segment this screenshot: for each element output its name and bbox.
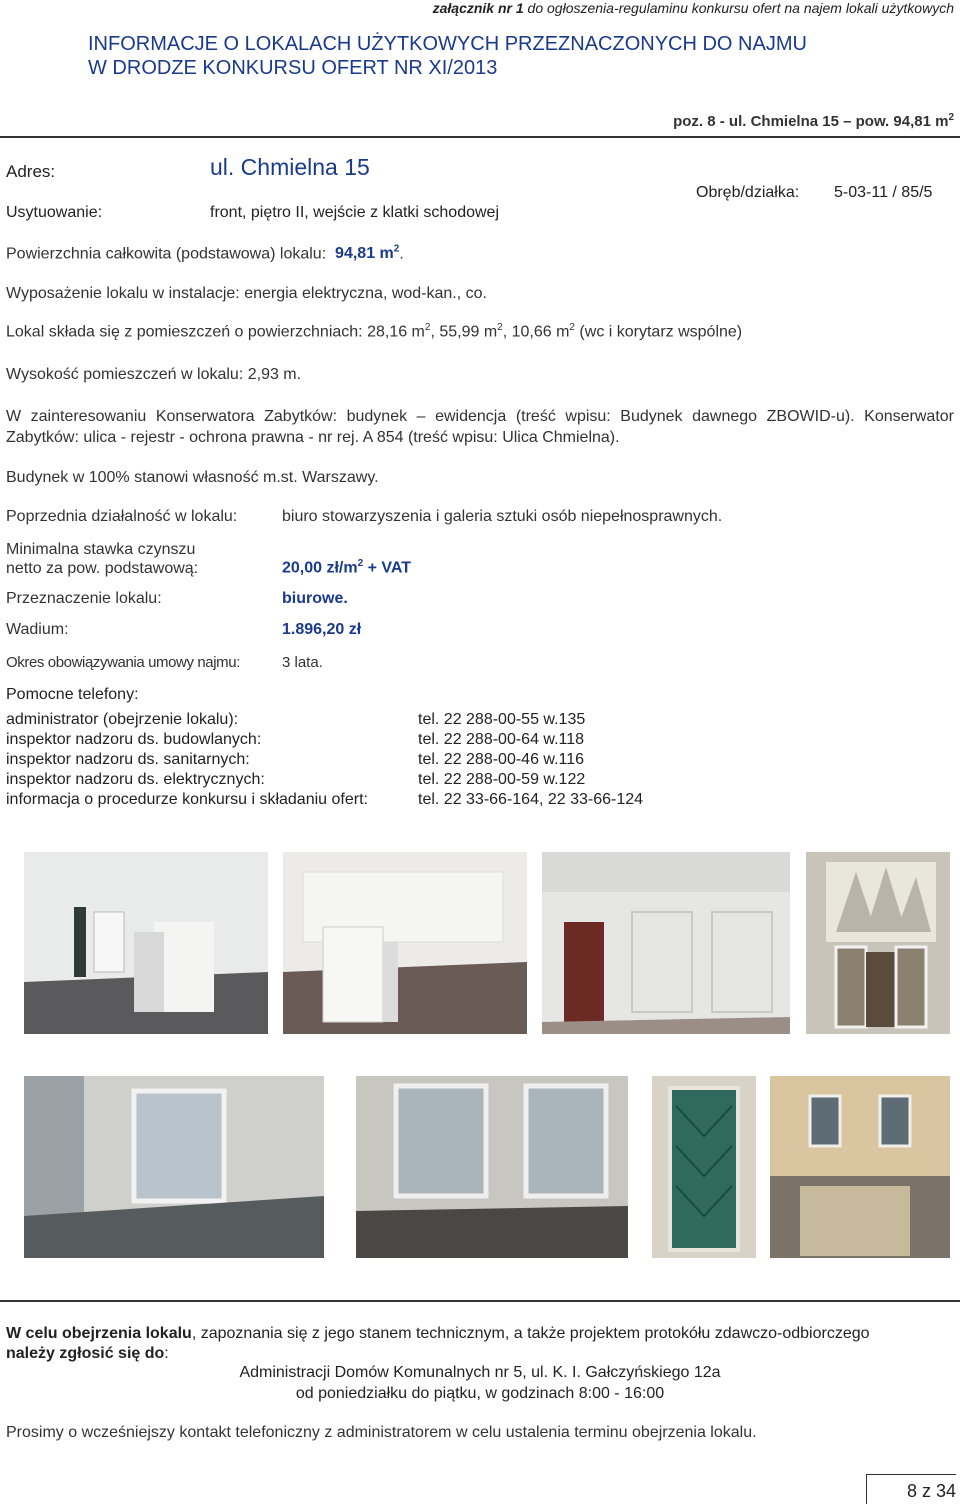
photo-room-1 [24,852,268,1034]
situation-label: Usytuowanie: [6,204,103,221]
conservator-paragraph: W zainteresowaniu Konserwatora Zabytków: budynek – ewidencja (treść wpisu: Budynek dawnego ZBOWID-u). Konserwator Zabytków: ulica - rejestr - ochrona prawna - nr rej. A 854 (treść wpisu: Ulica Chmielna). [6,408,954,446]
position-summary: poz. 8 - ul. Chmielna 15 – pow. 94,81 $m^2$ [673,112,954,130]
phones-heading: Pomocne telefony: [6,686,139,703]
viewing-instructions: W celu obejrzenia lokalu, zapoznania się z jego stanem technicznym, a także projektem protokółu zdawczo-odbiorczego należy zgłosić się do: [6,1325,870,1362]
office-hours: od poniedziałku do piątku, w godzinach 8:00 - 16:00 [295,1385,665,1402]
prev-activity-label: Poprzednia działalność w lokalu: [6,508,238,525]
photo-room-4 [24,1076,324,1258]
photo-room-5 [356,1076,628,1258]
situation-value: front, piętro II, wejście z klatki schodowej [210,204,500,221]
photo-entrance-hall [806,852,950,1034]
office-address: Administracji Domów Komunalnych nr 5, ul. K. I. Gałczyńskiego 12a [239,1364,721,1381]
attachment-note: załącznik nr 1 do ogłoszenia-regulaminu konkursu ofert na najem lokali użytkowych [432,0,954,16]
page-title: INFORMACJE O LOKALACH UŻYTKOWYCH PRZEZNACZONYCH DO NAJMU W DRODZE KONKURSU OFERT NR XI/2013 [88,33,807,79]
photo-room-2 [283,852,527,1034]
term-label: Okres obowiązywania umowy najmu: [6,654,240,671]
photo-room-3 [542,852,790,1034]
address-value: ul. Chmielna 15 [210,154,370,180]
term-value: 3 lata. [282,654,323,671]
address-label: Adres: [6,162,56,181]
footer-divider [0,1300,960,1302]
photo-building-facade [770,1076,950,1258]
rooms-line: Lokal składa się z pomieszczeń o powierzchniach: 28,16 $m^2$, 55,99 $m^2$, 10,66 $m^2$ (wc i korytarz wspólne) [6,322,743,341]
prev-activity-value: biuro stowarzyszenia i galeria sztuki osób niepełnosprawnych. [282,508,723,525]
area-line: Powierzchnia całkowita (podstawowa) lokalu: 94,81 $m^2$. [6,244,404,263]
deposit-value: 1.896,20 zł [282,621,362,638]
plot-label: Obręb/działka: [696,184,800,201]
phones-block: Pomocne telefony: administrator (obejrzenie lokalu): tel. 22 288-00-55 w.135 inspektor nadzoru ds. budowlanych: tel. 22 288-00-64 w.118 inspektor nadzoru ds. sanitarnych: tel. 22 288-00-46 w.116 inspektor nadzoru ds. elektrycznych: tel. 22 288-00-59 w.122 informacja o procedurze konkursu i składaniu ofert: tel. 22 33-66-164, 22 33-66-124 [6,686,644,808]
header-divider [0,136,960,138]
page-number: 8 z 34 [866,1474,956,1504]
photo-green-door [652,1076,756,1258]
ownership-line: Budynek w 100% stanowi własność m.st. Warszawy. [6,469,379,486]
contact-note: Prosimy o wcześniejszy kontakt telefoniczny z administratorem w celu ustalenia terminu obejrzenia lokalu. [6,1424,757,1441]
height-line: Wysokość pomieszczeń w lokalu: 2,93 m. [6,366,302,383]
purpose-value: biurowe. [282,590,348,607]
plot-value: 5-03-11 / 85/5 [834,184,933,201]
purpose-label: Przeznaczenie lokalu: [6,590,162,607]
rate-value: 20,00 $zł/m^2$ + VAT [282,558,412,577]
equipment-line: Wyposażenie lokalu w instalacje: energia elektryczna, wod-kan., co. [6,285,487,302]
deposit-label: Wadium: [6,621,69,638]
rate-label: Minimalna stawka czynszu netto za pow. podstawową: [6,541,199,577]
